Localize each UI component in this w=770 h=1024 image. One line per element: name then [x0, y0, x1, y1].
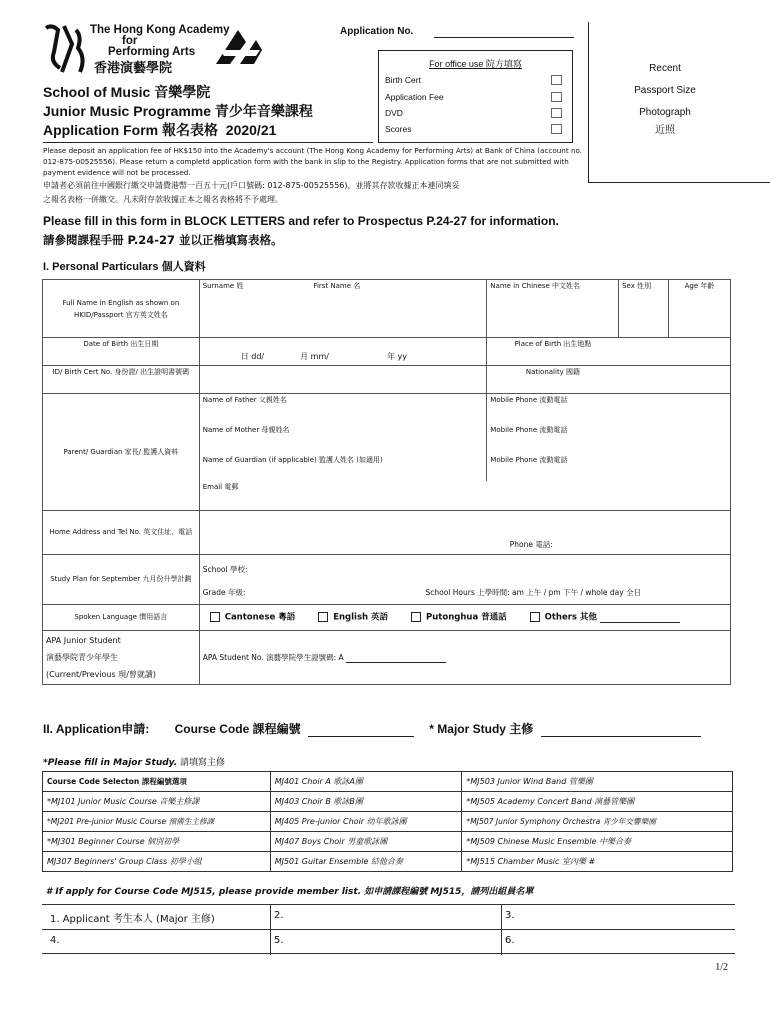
course-option: *MJ507 Junior Symphony Orchestra 青少年交響樂團 [462, 812, 733, 832]
guardian-name-field[interactable]: Name of Guardian (if applicable) 監護人姓名 (如適用) [199, 454, 487, 481]
office-item-birth-cert: Birth Cert [385, 75, 566, 85]
dob-field[interactable]: 日 dd/ 月 mm/ 年 yy [199, 338, 487, 366]
photo-border [588, 22, 589, 182]
chinese-name-field[interactable]: Name in Chinese 中文姓名 [487, 280, 619, 338]
course-option: *MJ503 Junior Wind Band 管樂團 [462, 772, 733, 792]
section-application: II. Application申請: Course Code 課程編號 * Major Study 主修 [43, 720, 701, 737]
apa-student-no-field[interactable]: APA Student No. 演藝學院學生證號碼: A [199, 631, 730, 685]
nationality-field[interactable] [619, 366, 731, 394]
application-no-field[interactable] [434, 37, 574, 38]
spoken-language-options: Cantonese 粵語 English 英語 Putonghua 普通話 Others 其他 [199, 605, 730, 631]
course-option: *MJ509 Chinese Music Ensemble 中樂合奏 [462, 832, 733, 852]
guardian-mobile-field[interactable]: Mobile Phone 流動電話 [487, 454, 731, 481]
father-mobile-field[interactable]: Mobile Phone 流動電話 [487, 394, 731, 424]
office-item-application-fee: Application Fee [385, 92, 566, 102]
office-item-scores: Scores [385, 124, 566, 134]
instruction-en: Please fill in this form in BLOCK LETTERS and refer to Prospectus P.24-27 for information. [43, 214, 559, 228]
english-checkbox[interactable] [318, 612, 328, 622]
payment-notice-zh-2: 之報名表格一併繳交。凡未附存款收據正本之報名表格將不予處理。 [43, 195, 283, 204]
member-3-field[interactable]: 3. [505, 910, 515, 921]
id-label: ID/ Birth Cert No. 身份證/ 出生證明書號碼 [43, 366, 200, 394]
course-option: *MJ515 Chamber Music 室內樂 # [462, 852, 733, 872]
academy-logo [42, 22, 262, 80]
page-number: 1/2 [715, 962, 728, 973]
personal-particulars-table [42, 279, 731, 685]
home-address-label: Home Address and Tel No. 英文住址、電話 [43, 511, 200, 555]
office-checkbox[interactable] [551, 124, 562, 134]
parent-guardian-label: Parent/ Guardian 家長/ 監護人資料 [43, 394, 200, 511]
member-list [42, 904, 735, 954]
office-checkbox[interactable] [551, 75, 562, 85]
home-address-field[interactable]: Phone 電話: [199, 511, 730, 555]
course-option: *MJ301 Beginner Course 個別初學 [43, 832, 271, 852]
id-field[interactable] [199, 366, 487, 394]
title-rule [43, 142, 373, 143]
course-option: *MJ505 Academy Concert Band 演藝管樂團 [462, 792, 733, 812]
study-plan-label: Study Plan for September 九月份升學計劃 [43, 555, 200, 605]
study-plan-field[interactable]: School 學校: Grade 年級: School Hours 上學時間: am 上午 / pm 下午 / whole day 全日 [199, 555, 730, 605]
age-field[interactable]: Age 年齡 [669, 280, 731, 338]
course-option: MJ407 Boys Choir 男童歌詠團 [270, 832, 462, 852]
course-option: *MJ101 Junior Music Course 音樂主修課 [43, 792, 271, 812]
course-option: MJ307 Beginners' Group Class 初學小組 [43, 852, 271, 872]
payment-notice: Please deposit an application fee of HK$150 into the Academy's account (The Hong Kong Academy for Performing Arts) at Bank of China (account no. 012-875-00525556). Please return a completd application form with the bank in slip to the Registry. Application forms that are not submitted with payment evidence will not be processed. [43, 146, 583, 177]
member-2-field[interactable]: 2. [274, 910, 284, 921]
mother-name-field[interactable]: Name of Mother 母親姓名 [199, 424, 487, 454]
photo-border-bottom [588, 182, 770, 183]
major-study-note: *Please fill in Major Study. 請填寫主修 [43, 758, 226, 768]
others-checkbox[interactable] [530, 612, 540, 622]
course-code-field[interactable] [308, 736, 414, 737]
application-no-label: Application No. [340, 26, 414, 37]
cantonese-checkbox[interactable] [210, 612, 220, 622]
father-name-field[interactable]: Name of Father 父親姓名 [199, 394, 487, 424]
apa-student-label: APA Junior Student 演藝學院青少年學生 (Current/Previous 現/曾就讀) [43, 631, 200, 685]
member-list-note: # If apply for Course Code MJ515, please provide member list. 如申請課程編號 MJ515，請列出組員名單 [46, 887, 534, 897]
course-option: MJ403 Choir B 歌詠B團 [270, 792, 462, 812]
course-option: *MJ201 Pre-junior Music Course 預備生主修課 [43, 812, 271, 832]
form-title: Application Form 報名表格 2020/21 [43, 122, 277, 138]
office-use-box [378, 50, 573, 143]
putonghua-checkbox[interactable] [411, 612, 421, 622]
payment-notice-zh-1: 申請者必須前往中國銀行繳交申請費港幣一百五十元(戶口號碼: 012-875-00525556)，並將其存款收據正本連同填妥 [43, 181, 460, 190]
office-use-title: For office use 院方填寫 [429, 59, 522, 69]
nationality-label: Nationality 國籍 [487, 366, 619, 394]
email-field[interactable]: Email 電郵 [199, 481, 730, 511]
office-checkbox[interactable] [551, 92, 562, 102]
sex-field[interactable]: Sex 性別 [619, 280, 669, 338]
form-year: 2020/21 [225, 122, 277, 138]
course-option: MJ401 Choir A 歌詠A團 [270, 772, 462, 792]
course-option: MJ405 Pre-junior Choir 幼年歌詠團 [270, 812, 462, 832]
section-personal-title: I. Personal Particulars 個人資料 [43, 261, 206, 273]
member-6-field[interactable]: 6. [505, 935, 515, 946]
name-english-field[interactable]: Surname 姓 First Name 名 [199, 280, 487, 338]
logo-line3: Performing Arts [108, 46, 196, 58]
logo-line1: The Hong Kong Academy [90, 24, 230, 36]
dob-label: Date of Birth 出生日期 [43, 338, 200, 366]
logo-chinese: 香港演藝學院 [94, 61, 173, 76]
office-item-dvd: DVD [385, 108, 566, 118]
course-code-table [42, 771, 733, 872]
school-name: School of Music 音樂學院 [43, 84, 211, 100]
logo-line2: for [122, 35, 138, 47]
member-1-field[interactable]: 1. Applicant 考生本人 (Major 主修) [50, 914, 215, 925]
major-study-field[interactable] [541, 736, 701, 737]
photo-placeholder[interactable]: Recent Passport Size Photograph 近照 [634, 63, 696, 136]
member-4-field[interactable]: 4. [50, 935, 60, 946]
fullname-label: Full Name in English as shown on HKID/Passport 官方英文姓名 [43, 280, 200, 338]
place-of-birth-label: Place of Birth 出生地點 [487, 338, 619, 366]
office-checkbox[interactable] [551, 108, 562, 118]
course-table-header: Course Code Selecton 課程編號選項 [43, 772, 271, 792]
member-5-field[interactable]: 5. [274, 935, 284, 946]
course-option: MJ501 Guitar Ensemble 結他合奏 [270, 852, 462, 872]
others-field[interactable] [600, 622, 680, 623]
place-of-birth-field[interactable] [619, 338, 731, 366]
mother-mobile-field[interactable]: Mobile Phone 流動電話 [487, 424, 731, 454]
spoken-language-label: Spoken Language 慣用語言 [43, 605, 200, 631]
instruction-zh: 請參閱課程手冊 P.24-27 並以正楷填寫表格。 [43, 233, 283, 247]
programme-name: Junior Music Programme 青少年音樂課程 [43, 103, 313, 119]
